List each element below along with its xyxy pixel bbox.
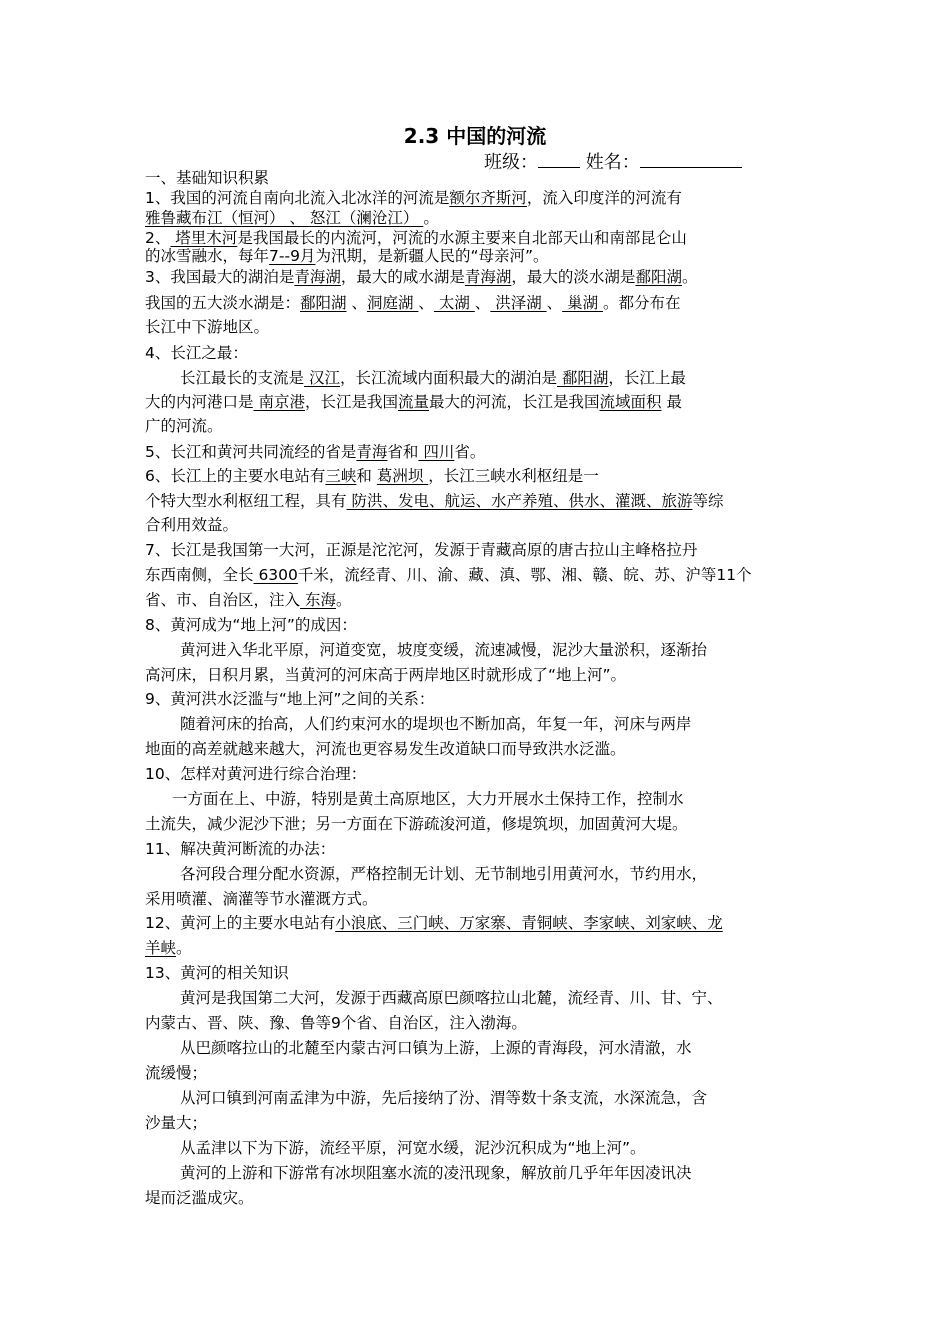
q11-heading: 11、解决黄河断流的办法： <box>145 840 336 858</box>
q9-heading: 9、黄河洪水泛滥与“地上河”之间的关系： <box>145 690 435 708</box>
q1-line-1 <box>145 187 682 209</box>
text-fragment: 最 <box>661 393 682 411</box>
class-name-line <box>484 150 742 174</box>
text-fragment: 12、黄河上的主要水电站有 <box>145 914 336 932</box>
text-fragment: 6、长江上的主要水电站有 <box>145 467 326 485</box>
answer: 塔里木河 <box>170 229 238 247</box>
text-fragment: 。都分布在 <box>603 294 681 312</box>
answer: 小浪底、三门峡、万家寨、青铜峡、李家峡、刘家峡、龙 <box>335 914 723 932</box>
q13-line-1: 黄河是我国第二大河，发源于西藏高原巴颜喀拉山北麓，流经青、川、甘、宁、 <box>180 989 723 1007</box>
text-fragment: 省。 <box>454 443 486 461</box>
q1-line-2 <box>145 207 439 229</box>
answer: 流域面积 <box>599 393 662 411</box>
q13-line-7: 从孟津以下为下游，流经平原，河宽水缓，泥沙沉积成为“地上河”。 <box>180 1139 646 1157</box>
text-fragment: 3、我国最大的湖泊是 <box>145 268 295 286</box>
q8-line-2: 高河床，日积月累，当黄河的河床高于两岸地区时就形成了“地上河”。 <box>145 666 627 684</box>
text-fragment: 、 <box>284 209 310 227</box>
text-fragment: 2、 <box>145 229 171 247</box>
class-label: 班级： <box>484 152 538 173</box>
text-fragment: 、 <box>546 294 563 312</box>
text-fragment: 、 <box>346 294 367 312</box>
page-title: 2.3 中国的河流 <box>403 124 547 148</box>
q6-line-1 <box>145 465 599 487</box>
answer: 流量 <box>397 393 429 411</box>
text-fragment: ，长江上最 <box>608 369 686 387</box>
answer: 太湖 <box>433 294 475 312</box>
answer: 四川 <box>418 443 455 461</box>
q13-line-2: 内蒙古、晋、陕、豫、鲁等9个省、自治区，注入渤海。 <box>145 1014 527 1032</box>
q13-heading: 13、黄河的相关知识 <box>145 964 289 982</box>
q9-line-2: 地面的高差就越来越大，河流也更容易发生改道缺口而导致洪水泛滥。 <box>145 740 626 758</box>
text-fragment: 长江最长的支流是 <box>180 369 305 387</box>
q5-line <box>145 441 485 463</box>
q3-line-1 <box>145 266 697 288</box>
q8-heading: 8、黄河成为“地上河”的成因： <box>145 616 357 634</box>
text-fragment: 和 <box>356 467 377 485</box>
text-fragment: 东西南侧，全长 <box>145 566 254 584</box>
text-fragment: 的冰雪融水，每年 <box>145 247 270 265</box>
answer: 7--9月 <box>269 247 316 265</box>
answer: 青海 <box>356 443 388 461</box>
q11-line-2: 采用喷灌、滴灌等节水灌溉方式。 <box>145 890 378 908</box>
answer: 洪泽湖 <box>490 294 547 312</box>
text-fragment: 、 <box>418 294 434 312</box>
q13-line-8: 黄河的上游和下游常有冰坝阻塞水流的凌汛现象，解放前几乎年年因凌讯决 <box>180 1164 692 1182</box>
q13-line-3: 从巴颜喀拉山的北麓至内蒙古河口镇为上游，上源的青海段，河水清澈，水 <box>180 1039 692 1057</box>
q7-line-3 <box>145 589 351 611</box>
answer: 洞庭湖 <box>366 294 419 312</box>
q6-line-3: 合利用效益。 <box>145 516 239 534</box>
answer: 葛洲坝 <box>376 467 429 485</box>
text-fragment: ，最大的咸水湖是 <box>340 268 465 286</box>
text-fragment: ，长江是我国 <box>304 393 398 411</box>
answer: 怒江（澜沧江） <box>309 209 424 227</box>
text-fragment: ，最大的淡水湖是 <box>511 268 636 286</box>
text-fragment: 为汛期，是新疆人民的“母亲河”。 <box>315 247 549 265</box>
q3-line-2 <box>145 292 681 314</box>
answer: 巢湖 <box>562 294 604 312</box>
text-fragment: 1、我国的河流自南向北流入北冰洋的河流是 <box>145 189 450 207</box>
text-fragment: 我国的五大淡水湖是： <box>145 294 301 312</box>
q3-line-3: 长江中下游地区。 <box>145 318 270 336</box>
answer: 额尔齐斯河 <box>449 189 527 207</box>
text-fragment: 最大的河流，长江是我国 <box>428 393 600 411</box>
answer: 羊峡 <box>145 939 177 957</box>
text-fragment: 是我国最长的内流河，河流的水源主要来自北部天山和南部昆仑山 <box>237 229 687 247</box>
section-heading: 一、基础知识积累 <box>145 169 270 187</box>
text-fragment: 。 <box>681 268 698 286</box>
answer: 雅鲁藏布江（恒河） <box>145 209 285 227</box>
answer: 鄱阳湖 <box>556 369 609 387</box>
text-fragment: ，长江三峡水利枢纽是一 <box>428 467 599 485</box>
text-fragment: 千米，流经青、川、渝、藏、滇、鄂、湘、赣、皖、苏、沪等11个 <box>297 566 752 584</box>
text-fragment: 省、市、自治区，注入 <box>145 591 301 609</box>
q10-line-2: 土流失，减少泥沙下泄；另一方面在下游疏浚河道，修堤筑坝，加固黄河大堤。 <box>145 815 688 833</box>
q12-line-2 <box>145 937 192 959</box>
text-fragment: 5、长江和黄河共同流经的省是 <box>145 443 357 461</box>
answer: 东海 <box>300 591 336 609</box>
q6-line-2 <box>145 490 723 512</box>
text-fragment: 。 <box>335 591 352 609</box>
q13-line-9: 堤而泛滥成灾。 <box>145 1189 254 1207</box>
text-fragment: 个特大型水利枢纽工程，具有 <box>145 492 347 510</box>
q4-line-1 <box>180 367 686 389</box>
q11-line-1: 各河段合理分配水资源，严格控制无计划、无节制地引用黄河水，节约用水， <box>180 865 708 883</box>
answer: 青海湖 <box>294 268 341 286</box>
answer: 6300 <box>253 566 298 584</box>
q13-line-5: 从河口镇到河南孟津为中游，先后接纳了汾、渭等数十条支流，水深流急，含 <box>180 1089 708 1107</box>
q4-line-2 <box>145 391 682 413</box>
q2-line-2 <box>145 245 549 267</box>
text-fragment: 等综 <box>692 492 724 510</box>
q7-line-2 <box>145 564 752 586</box>
text-fragment: 大的内河港口是 <box>145 393 254 411</box>
q13-line-4: 流缓慢； <box>145 1064 208 1082</box>
name-label: 姓名： <box>585 152 640 173</box>
text-fragment: 。 <box>176 939 192 957</box>
text-fragment: ，长江流域内面积最大的湖泊是 <box>339 369 557 387</box>
q10-heading: 10、怎样对黄河进行综合治理： <box>145 765 367 783</box>
text-fragment: ，流入印度洋的河流有 <box>526 189 682 207</box>
answer: 三峡 <box>325 467 357 485</box>
q12-line-1 <box>145 912 723 934</box>
q10-line-1: 一方面在上、中游，特别是黄土高原地区，大力开展水土保持工作，控制水 <box>172 790 684 808</box>
answer: 汉江 <box>304 369 340 387</box>
q13-line-6: 沙量大； <box>145 1114 208 1132</box>
q9-line-1: 随着河床的抬高，人们约束河水的堤坝也不断加高，年复一年，河床与两岸 <box>180 715 692 733</box>
answer: 鄱阳湖 <box>300 294 347 312</box>
class-blank[interactable] <box>538 150 580 168</box>
answer: 鄱阳湖 <box>635 268 682 286</box>
answer: 青海湖 <box>464 268 512 286</box>
answer: 防洪、发电、航运、水产养殖、供水、灌溉、旅游 <box>346 492 693 510</box>
text-fragment: 、 <box>474 294 491 312</box>
q7-line-1: 7、长江是我国第一大河，正源是沱沱河，发源于青藏高原的唐古拉山主峰格拉丹 <box>145 541 698 559</box>
name-blank[interactable] <box>640 150 742 168</box>
q4-line-3: 广的河流。 <box>145 417 223 435</box>
q4-heading: 4、长江之最： <box>145 344 248 362</box>
answer: 南京港 <box>253 393 305 411</box>
q8-line-1: 黄河进入华北平原，河道变宽，坡度变缓，流速减慢，泥沙大量淤积，逐渐抬 <box>180 641 708 659</box>
text-fragment: 省和 <box>387 443 419 461</box>
text-fragment: 。 <box>423 209 439 227</box>
